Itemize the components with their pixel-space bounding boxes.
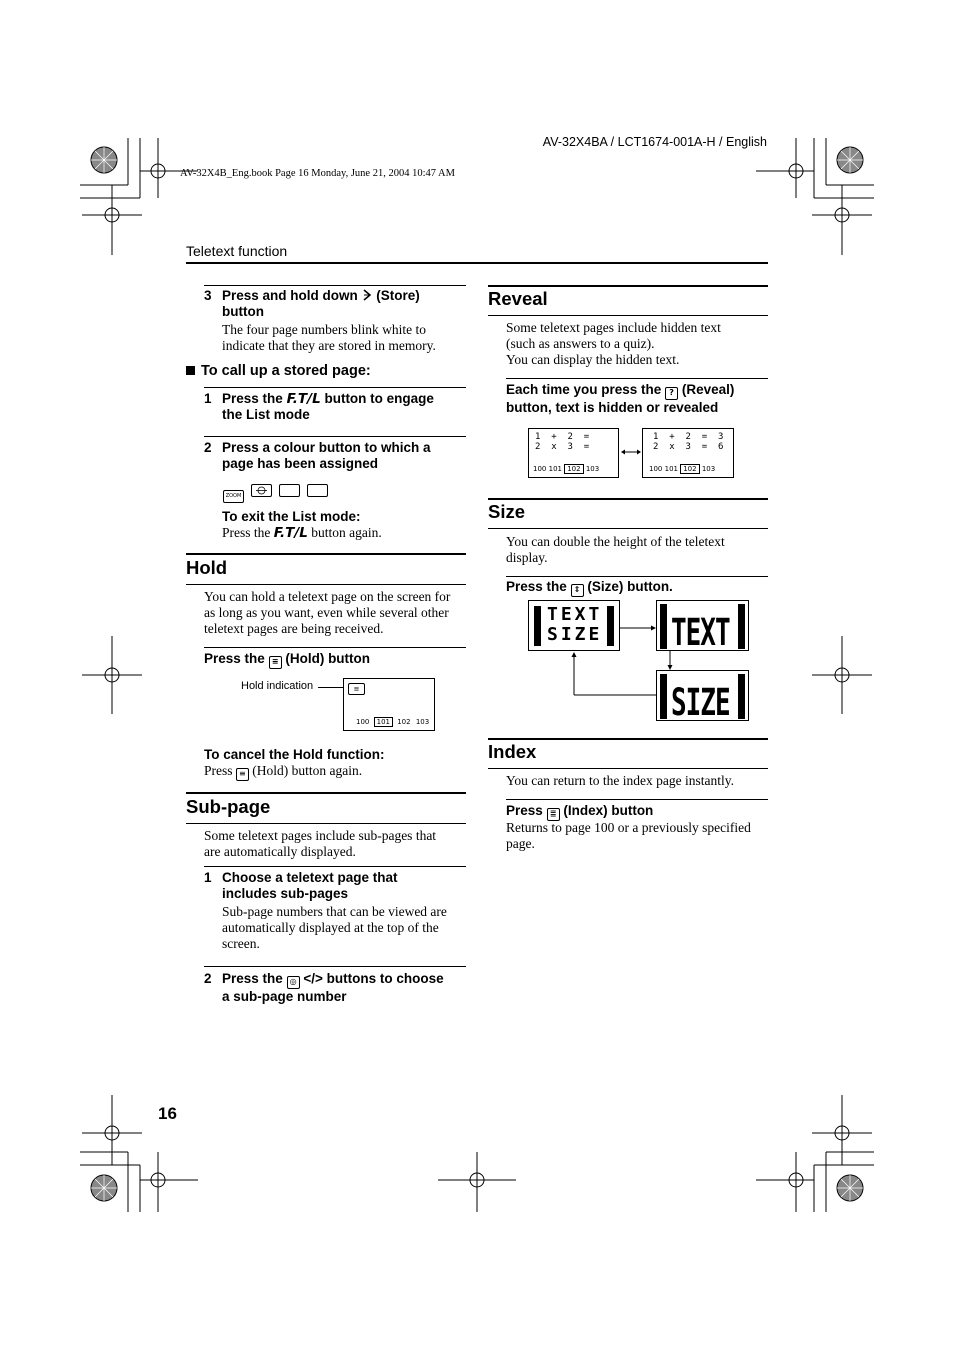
word: SIZE	[547, 624, 603, 645]
subpage-icon: ◎	[287, 976, 300, 989]
subpage-step-2	[204, 971, 466, 1005]
body-line: indicate that they are stored in memory.	[222, 338, 436, 353]
index-press	[506, 803, 653, 821]
body-line: You can display the hidden text.	[506, 352, 680, 367]
ftl-button-label: F.T/L	[286, 391, 321, 407]
page-number: 101	[548, 465, 562, 473]
step-text: page has been assigned	[222, 456, 379, 471]
page-number: 103	[585, 465, 600, 473]
step-text: button to engage	[324, 391, 434, 406]
reveal-page-numbers	[649, 465, 715, 473]
step-number: 1	[204, 391, 212, 406]
page-number: 16	[158, 1104, 177, 1123]
body-line: You can hold a teletext page on the screen for	[204, 589, 451, 604]
exit-text-b: button again.	[311, 525, 382, 540]
shown-equations	[653, 432, 723, 452]
body-line: page.	[506, 836, 535, 851]
call-heading-text: To call up a stored page:	[201, 363, 371, 379]
press-text: (Reveal)	[681, 382, 735, 397]
reveal-body	[506, 320, 721, 368]
body-line: teletext pages are being received.	[204, 621, 384, 636]
word: SIZE	[671, 681, 730, 721]
divider	[204, 387, 466, 388]
step-text: includes sub-pages	[222, 886, 349, 901]
store-step	[204, 288, 466, 322]
body-line: as long as you want, even while several other	[204, 605, 449, 620]
reveal-press	[506, 382, 734, 416]
index-title: Index	[488, 741, 537, 762]
body-line: screen.	[222, 936, 260, 951]
press-text: (Size) button.	[587, 579, 673, 594]
zoom-button-icon: ZOOM	[223, 490, 244, 503]
press-text: Press the	[204, 651, 265, 666]
size-title: Size	[488, 501, 526, 522]
bullet-square-icon	[186, 366, 195, 375]
reveal-screen-hidden	[528, 428, 619, 478]
running-head: Teletext function	[186, 243, 288, 259]
press-text: Press the	[506, 579, 567, 594]
divider	[488, 315, 768, 316]
equation-line: 1 + 2 = 3	[653, 432, 724, 442]
press-text: (Index) button	[563, 803, 654, 818]
call-heading	[186, 363, 371, 379]
page-number: 103	[415, 718, 430, 726]
divider	[204, 436, 466, 437]
hidden-equations	[535, 432, 589, 452]
equation-line: 2 x 3 =	[535, 442, 590, 452]
page-number: 100	[356, 718, 370, 726]
divider	[506, 576, 768, 577]
divider	[204, 866, 466, 867]
section-rule	[186, 553, 466, 555]
page-number: 100	[649, 465, 663, 473]
divider	[186, 584, 466, 585]
body-line: display.	[506, 550, 548, 565]
double-circle-button-icon	[251, 484, 272, 497]
ftl-button-label: F.T/L	[273, 525, 308, 541]
colour-buttons	[223, 483, 328, 503]
exit-heading: To exit the List mode:	[222, 509, 361, 524]
subpage-step-1-body	[222, 904, 447, 952]
step-text: Press a colour button to which a	[222, 440, 431, 455]
body-line: are automatically displayed.	[204, 844, 356, 859]
divider	[506, 799, 768, 800]
page-number: 101	[664, 465, 678, 473]
store-step-body	[222, 322, 436, 354]
exit-text	[222, 525, 382, 541]
body-line: The four page numbers blink white to	[222, 322, 426, 337]
press-text: Each time you press the	[506, 382, 662, 397]
step-text: Press the	[222, 971, 283, 986]
cancel-text	[204, 763, 362, 781]
subpage-body	[204, 828, 436, 860]
reveal-title: Reveal	[488, 288, 548, 309]
press-text: Press	[506, 803, 543, 818]
document-id: AV-32X4BA / LCT1674-001A-H / English	[542, 135, 767, 149]
page-number: 100	[533, 465, 547, 473]
page-number-selected: 102	[564, 464, 583, 474]
page-number-selected: 101	[374, 717, 393, 727]
blank-colour-button-icon	[279, 484, 300, 497]
divider	[204, 647, 466, 648]
step-text: a sub-page number	[222, 989, 347, 1004]
reveal-screen-shown	[642, 428, 734, 478]
black-bar	[534, 606, 541, 646]
hold-body	[204, 589, 450, 637]
divider	[488, 528, 768, 529]
step-text: the List mode	[222, 407, 310, 422]
header-rule	[186, 262, 768, 264]
press-text: button, text is hidden or revealed	[506, 400, 719, 415]
size-cycle-arrows	[568, 624, 758, 704]
divider	[488, 768, 768, 769]
page-number: 103	[701, 465, 716, 473]
section-rule	[186, 792, 466, 794]
hold-page-numbers	[356, 718, 429, 726]
body-line: Some teletext pages include sub-pages that	[204, 828, 437, 843]
hold-press	[204, 651, 370, 669]
step-text: Press the	[222, 391, 283, 406]
section-rule	[488, 738, 768, 740]
body-line: Returns to page 100 or a previously specified	[506, 820, 751, 835]
hold-icon: ≡	[236, 768, 249, 781]
body-line: Some teletext pages include hidden text	[506, 320, 721, 335]
reveal-icon: ?	[665, 387, 678, 400]
hold-icon: ≡	[269, 656, 282, 669]
word: TEXT	[547, 604, 603, 625]
call-step-2	[204, 440, 466, 474]
word: TEXT	[671, 611, 730, 651]
section-rule	[488, 498, 768, 500]
size-icon: ⇕	[571, 584, 584, 597]
store-step-title: Press and hold down	[222, 288, 358, 303]
step-number: 1	[204, 870, 212, 885]
index-press-body	[506, 820, 751, 852]
cancel-text-a: Press	[204, 763, 233, 778]
body-line: (such as answers to a quiz).	[506, 336, 655, 351]
call-step-1	[204, 391, 466, 425]
reveal-page-numbers	[533, 465, 599, 473]
store-label: (Store)	[376, 288, 420, 303]
equation-line: 1 + 2 =	[535, 432, 590, 442]
body-line: automatically displayed at the top of the	[222, 920, 439, 935]
step-text: Choose a teletext page that	[222, 870, 398, 885]
index-body: You can return to the index page instantly.	[506, 773, 734, 788]
page-number-selected: 102	[680, 464, 699, 474]
subpage-title: Sub-page	[186, 796, 271, 817]
body-line: You can double the height of the teletext	[506, 534, 725, 549]
cancel-text-b: (Hold) button again.	[252, 763, 363, 778]
size-body	[506, 534, 725, 566]
hold-title: Hold	[186, 557, 228, 578]
hold-indication-label: Hold indication	[241, 680, 314, 692]
size-press	[506, 579, 673, 597]
step-text: </> buttons to choose	[303, 971, 444, 986]
store-icon	[362, 289, 373, 301]
step-number: 2	[204, 971, 212, 986]
press-text: (Hold) button	[285, 651, 371, 666]
divider	[204, 285, 466, 286]
divider	[506, 378, 768, 379]
subpage-step-1	[204, 870, 466, 904]
index-icon: ≣	[547, 808, 560, 821]
hold-screen	[343, 678, 435, 731]
cancel-heading: To cancel the Hold function:	[204, 747, 385, 762]
exit-text-a: Press the	[222, 525, 271, 540]
page-number: 102	[397, 718, 411, 726]
step-number: 3	[204, 288, 212, 303]
divider	[186, 823, 466, 824]
hold-indicator-icon: ≡	[348, 683, 365, 695]
section-rule	[488, 285, 768, 287]
leader-line	[318, 687, 344, 688]
double-arrow-icon	[620, 446, 642, 458]
blank-colour-button-icon	[307, 484, 328, 497]
book-line: AV-32X4B_Eng.book Page 16 Monday, June 21, 2004 10:47 AM	[180, 168, 455, 179]
divider	[204, 966, 466, 967]
store-step-title-cont: button	[222, 304, 264, 319]
equation-line: 2 x 3 = 6	[653, 442, 724, 452]
body-line: Sub-page numbers that can be viewed are	[222, 904, 447, 919]
step-number: 2	[204, 440, 212, 455]
